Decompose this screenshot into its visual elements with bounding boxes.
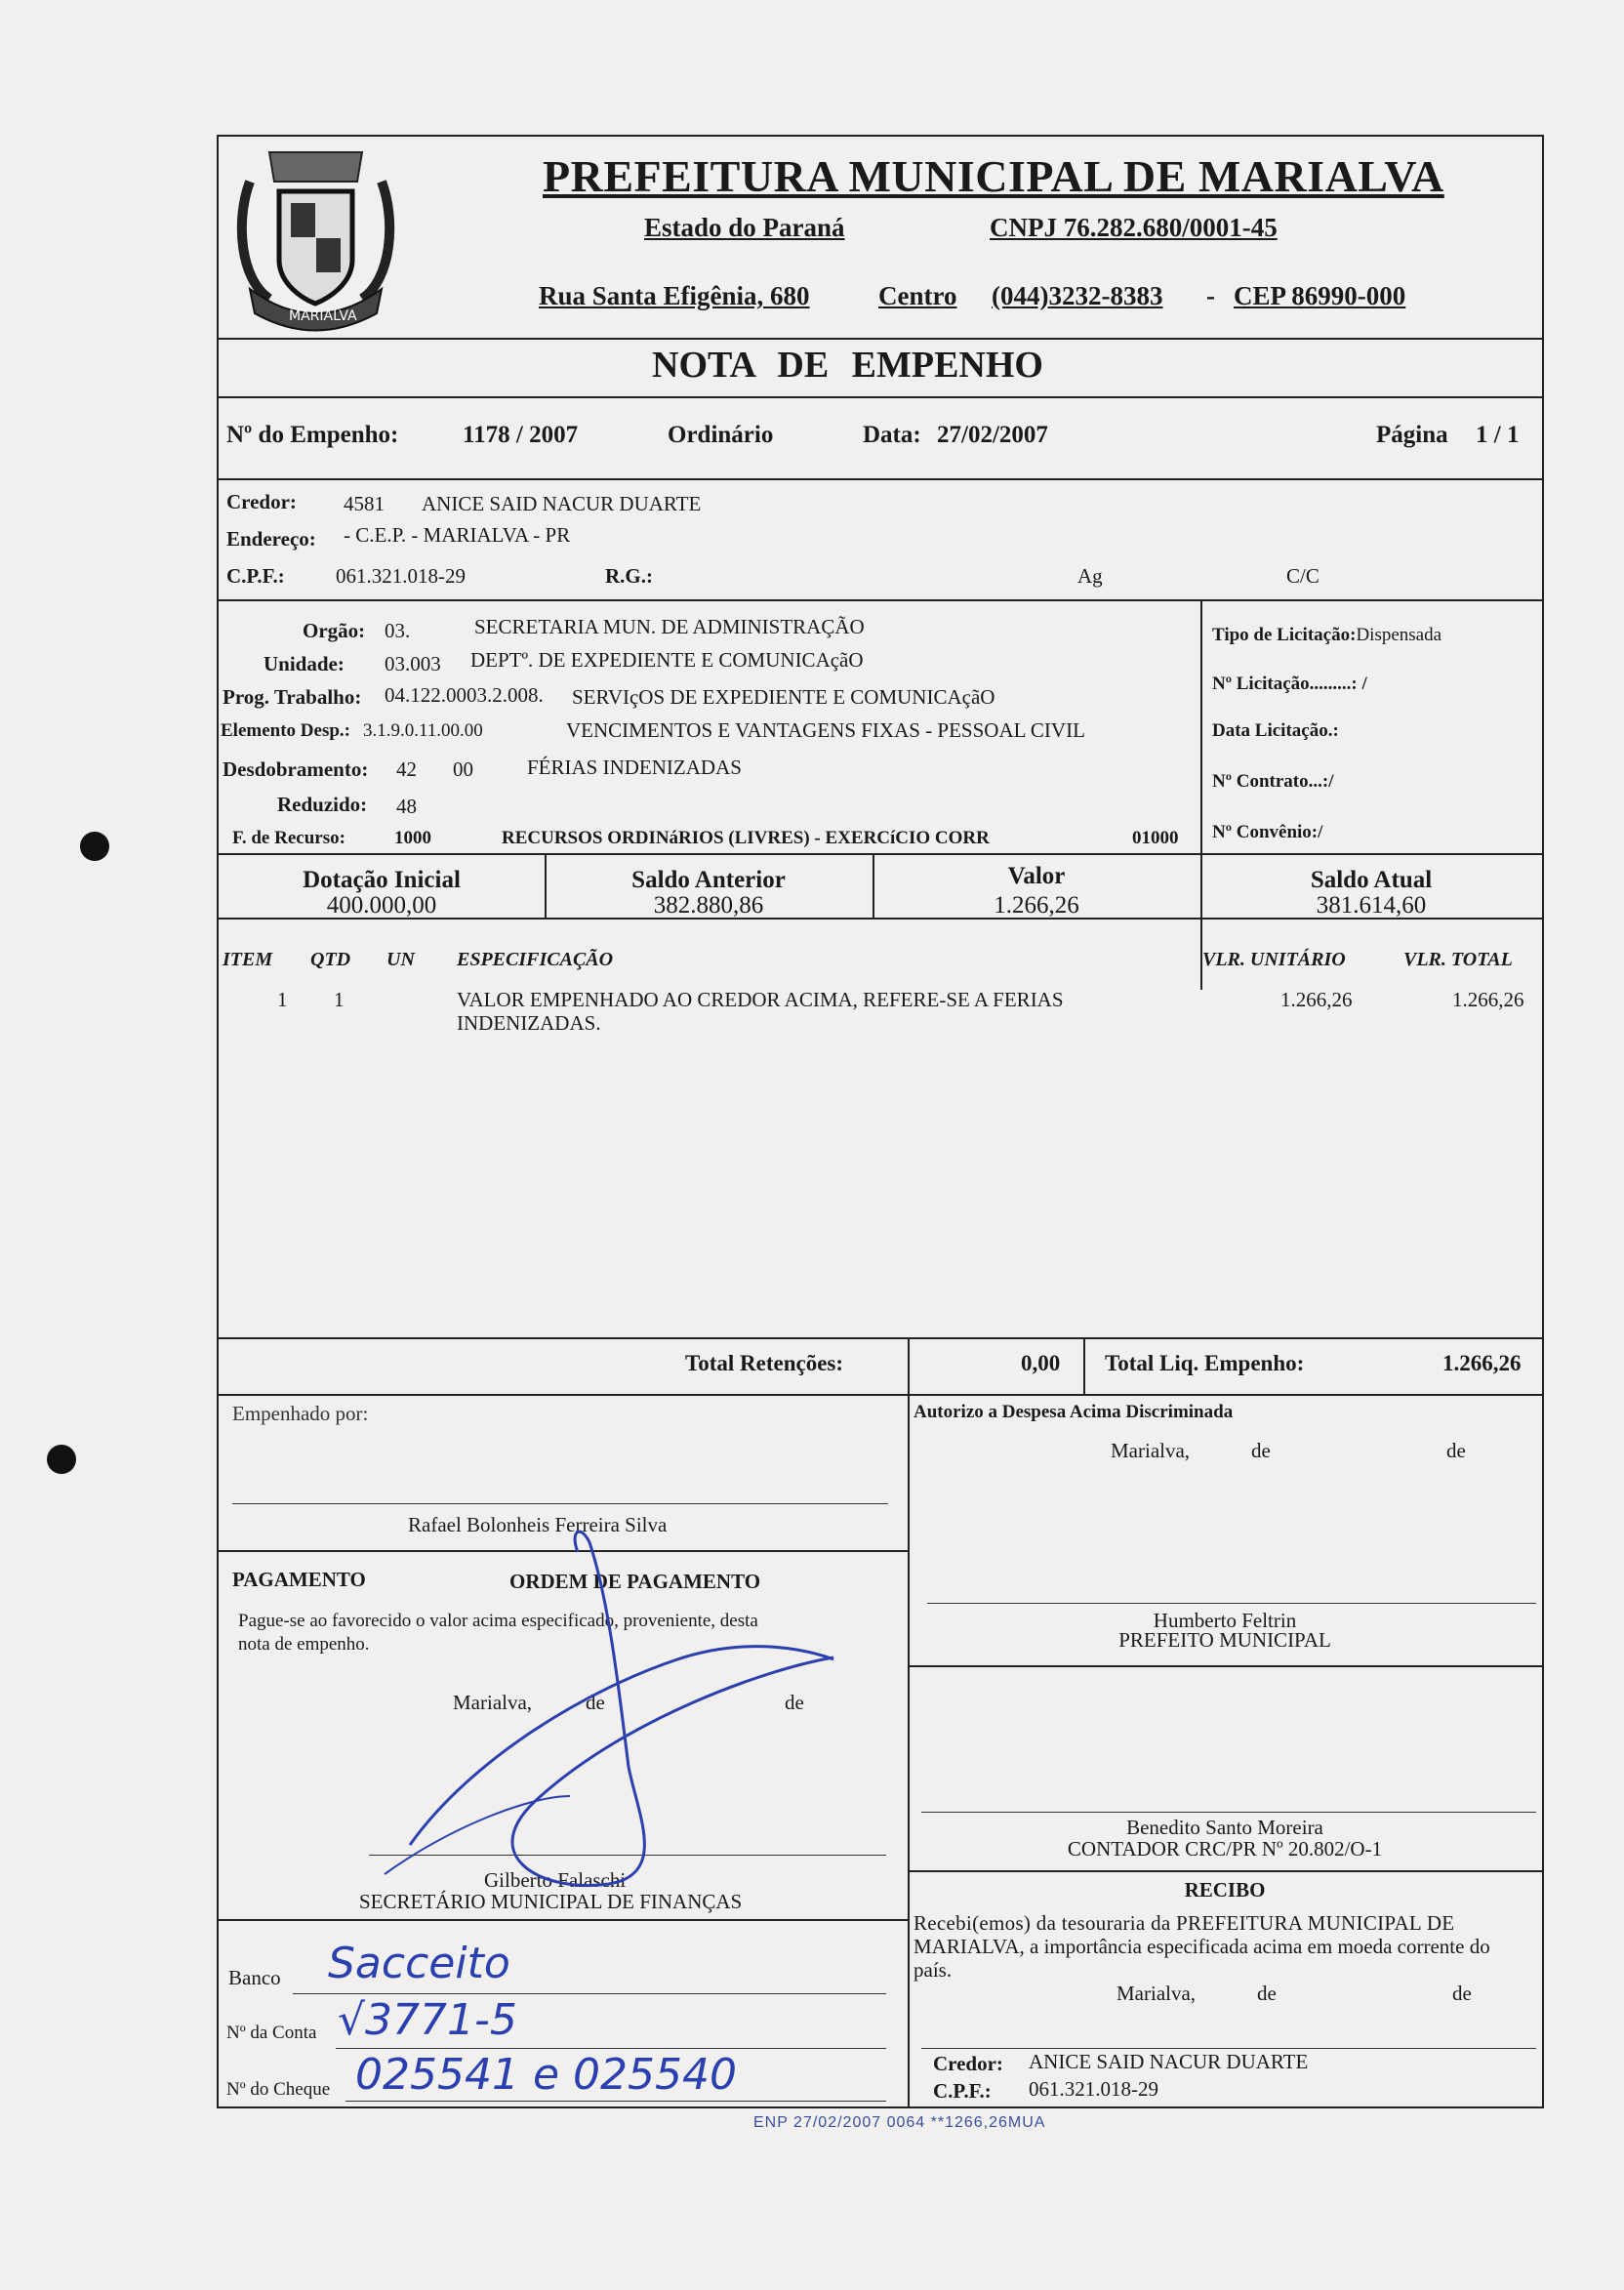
pagamento-city: Marialva, (453, 1691, 533, 1714)
endereco-value: - C.E.P. - MARIALVA - PR (344, 523, 571, 547)
banco-label: Banco (228, 1966, 281, 1989)
endereco-label: Endereço: (226, 527, 316, 551)
reduzido-value: 48 (396, 795, 417, 818)
autorizo-de2: de (1446, 1439, 1466, 1462)
row-desc-line2: INDENIZADAS. (457, 1011, 601, 1035)
pagamento-de1: de (586, 1691, 605, 1714)
conta-value-handwritten: √3771-5 (338, 1995, 517, 2045)
orgao-desc: SECRETARIA MUN. DE ADMINISTRAÇÃO (474, 615, 865, 638)
row-item: 1 (277, 988, 288, 1011)
cheque-label: Nº do Cheque (226, 2079, 331, 2100)
cep-label: CEP 86990-000 (1234, 281, 1406, 310)
cnpj-label: CNPJ 76.282.680/0001-45 (990, 213, 1278, 242)
address-label: Rua Santa Efigênia, 680 (539, 281, 810, 310)
row-desc-line1: VALOR EMPENHADO AO CREDOR ACIMA, REFERE-SE A FERIAS (457, 988, 1064, 1011)
tipo-licitacao-label: Tipo de Licitação:Dispensada (1212, 625, 1442, 645)
rg-label: R.G.: (605, 564, 653, 588)
state-label: Estado do Paraná (644, 213, 845, 242)
licitacao-number-label: Nº Licitação.........: / (1212, 674, 1367, 694)
row-unit-value: 1.266,26 (1280, 988, 1353, 1011)
elemento-label: Elemento Desp.: (221, 720, 350, 741)
col-especificacao: ESPECIFICAÇÃO (457, 949, 614, 970)
pagamento-de2: de (785, 1691, 804, 1714)
recurso-number: 01000 (1132, 828, 1179, 848)
empenhado-label: Empenhado por: (232, 1402, 369, 1425)
unidade-code: 03.003 (385, 652, 441, 675)
saldo-anterior-value: 382.880,86 (653, 892, 764, 919)
page-value: 1 / 1 (1476, 422, 1520, 448)
prog-code: 04.122.0003.2.008. (385, 683, 544, 707)
empenho-number-label: Nº do Empenho: (226, 422, 399, 448)
cc-label: C/C (1286, 564, 1320, 588)
secretario-title: SECRETÁRIO MUNICIPAL DE FINANÇAS (359, 1890, 743, 1913)
date-value: 27/02/2007 (937, 422, 1048, 448)
data-licitacao-label: Data Licitação.: (1212, 720, 1339, 741)
valor-label: Valor (1007, 863, 1066, 889)
orgao-label: Orgão: (303, 619, 366, 642)
autorizo-city: Marialva, (1111, 1439, 1191, 1462)
recibo-text-line1: Recebi(emos) da tesouraria da PREFEITURA MUNICIPAL DE (914, 1911, 1455, 1935)
ag-label: Ag (1077, 564, 1103, 588)
svg-text:MARIALVA: MARIALVA (289, 308, 357, 324)
empenhado-name: Rafael Bolonheis Ferreira Silva (408, 1513, 668, 1536)
col-qtd: QTD (310, 949, 351, 970)
liquido-label: Total Liq. Empenho: (1105, 1351, 1305, 1375)
row-total-value: 1.266,26 (1452, 988, 1524, 1011)
recibo-de1: de (1257, 1982, 1277, 2005)
contrato-label: Nº Contrato...:/ (1212, 771, 1334, 792)
unidade-desc: DEPTº. DE EXPEDIENTE E COMUNICAçãO (470, 648, 864, 672)
secretario-name: Gilberto Falaschi (484, 1868, 627, 1892)
convenio-label: Nº Convênio:/ (1212, 822, 1323, 842)
phone-label: (044)3232-8383 (992, 281, 1163, 310)
saldo-atual-label: Saldo Atual (1310, 867, 1433, 893)
credor-code: 4581 (344, 492, 385, 515)
recibo-city: Marialva, (1116, 1982, 1197, 2005)
prefeito-title: PREFEITO MUNICIPAL (1118, 1628, 1331, 1652)
cpf-value: 061.321.018-29 (336, 564, 466, 588)
handwritten-signature (219, 137, 1546, 2110)
recibo-text-line2: MARIALVA, a importância especificada acima em moeda corrente do (914, 1935, 1490, 1958)
dotacao-label: Dotação Inicial (303, 867, 461, 893)
saldo-atual-value: 381.614,60 (1316, 892, 1427, 919)
col-vlr-total: VLR. TOTAL (1403, 949, 1513, 970)
header-dash: - (1206, 281, 1215, 310)
recurso-desc: RECURSOS ORDINáRIOS (LIVRES) - EXERCíCIO CORR (502, 828, 990, 848)
punch-hole-bottom (47, 1445, 76, 1474)
recibo-text-line3: país. (914, 1958, 953, 1982)
col-item: ITEM (223, 949, 273, 970)
autorizo-de1: de (1251, 1439, 1271, 1462)
retencoes-value: 0,00 (1021, 1351, 1061, 1375)
col-un: UN (386, 949, 415, 970)
prog-label: Prog. Trabalho: (223, 685, 362, 709)
valor-value: 1.266,26 (994, 892, 1079, 919)
cpf-label: C.P.F.: (226, 564, 285, 588)
ordem-pagamento-label: ORDEM DE PAGAMENTO (509, 1570, 761, 1593)
desdobramento-desc: FÉRIAS INDENIZADAS (527, 756, 742, 779)
pague-text-line2: nota de empenho. (238, 1634, 370, 1655)
system-stamp: ENP 27/02/2007 0064 **1266,26MUA (753, 2114, 1046, 2131)
recibo-credor-label: Credor: (933, 2052, 1003, 2075)
empenho-type: Ordinário (668, 422, 774, 448)
desdobramento-code: 42 (396, 757, 417, 781)
dotacao-value: 400.000,00 (326, 892, 437, 919)
cheque-value-handwritten: 025541 e 025540 (355, 2050, 737, 2100)
unidade-label: Unidade: (264, 652, 345, 675)
contador-title: CONTADOR CRC/PR Nº 20.802/O-1 (1067, 1837, 1383, 1861)
empenho-number-value: 1178 / 2007 (463, 422, 579, 448)
autorizo-label: Autorizo a Despesa Acima Discriminada (914, 1402, 1234, 1422)
orgao-code: 03. (385, 619, 411, 642)
pagamento-label: PAGAMENTO (232, 1568, 366, 1591)
row-qtd: 1 (334, 988, 345, 1011)
document-frame (217, 135, 1544, 2108)
municipality-title: PREFEITURA MUNICIPAL DE MARIALVA (543, 151, 1444, 201)
liquido-value: 1.266,26 (1442, 1351, 1522, 1375)
punch-hole-top (80, 832, 109, 861)
elemento-code: 3.1.9.0.11.00.00 (363, 720, 483, 741)
recibo-credor-value: ANICE SAID NACUR DUARTE (1029, 2050, 1309, 2073)
saldo-anterior-label: Saldo Anterior (631, 867, 786, 893)
prog-desc: SERVIçOS DE EXPEDIENTE E COMUNICAçãO (572, 685, 995, 709)
recurso-label: F. de Recurso: (232, 828, 345, 848)
conta-label: Nº da Conta (226, 2023, 317, 2043)
prefeito-name: Humberto Feltrin (1153, 1609, 1297, 1632)
document-title: NOTA DE EMPENHO (652, 345, 1043, 386)
pague-text-line1: Pague-se ao favorecido o valor acima especificado, proveniente, desta (238, 1611, 758, 1631)
recibo-de2: de (1452, 1982, 1472, 2005)
contador-name: Benedito Santo Moreira (1126, 1816, 1323, 1839)
recibo-cpf-label: C.P.F.: (933, 2079, 992, 2103)
recurso-code: 1000 (394, 828, 431, 848)
banco-value-handwritten: Sacceito (328, 1939, 510, 1988)
desdobramento-label: Desdobramento: (223, 757, 369, 781)
recibo-label: RECIBO (1184, 1878, 1266, 1902)
date-label: Data: (863, 422, 921, 448)
credor-label: Credor: (226, 490, 297, 513)
recibo-cpf-value: 061.321.018-29 (1029, 2077, 1158, 2101)
district-label: Centro (878, 281, 957, 310)
desdobramento-sub: 00 (453, 757, 473, 781)
elemento-desc: VENCIMENTOS E VANTAGENS FIXAS - PESSOAL CIVIL (566, 718, 1085, 742)
col-vlr-unitario: VLR. UNITÁRIO (1202, 949, 1346, 970)
reduzido-label: Reduzido: (277, 793, 368, 816)
credor-name: ANICE SAID NACUR DUARTE (422, 492, 702, 515)
page-label: Página (1376, 422, 1448, 448)
retencoes-label: Total Retenções: (685, 1351, 844, 1375)
